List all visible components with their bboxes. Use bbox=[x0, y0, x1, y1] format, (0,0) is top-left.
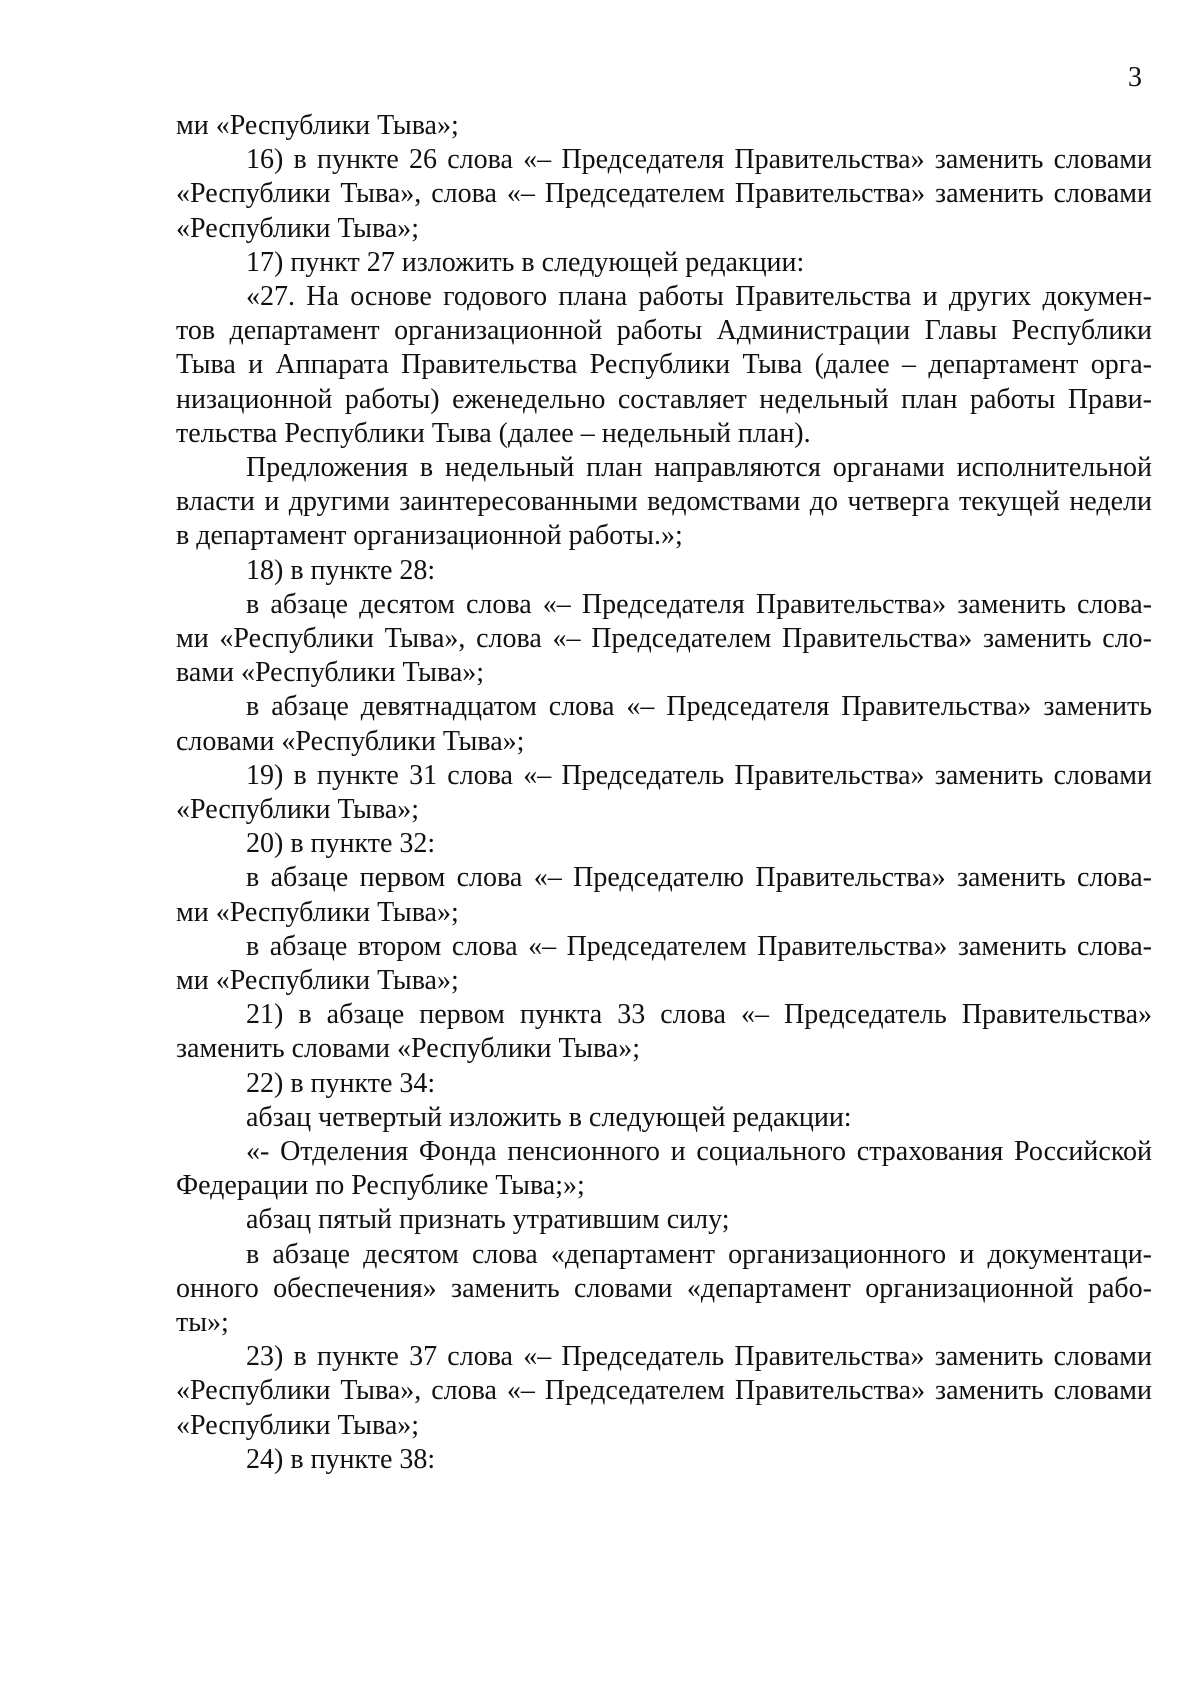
text-line: «Республики Тыва», слова «– Председателем Правительства» заменить словами bbox=[176, 178, 1152, 210]
text-line: в абзаце втором слова «– Председателем Правительства» заменить слова- bbox=[246, 930, 1152, 962]
text-line: Федерации по Республике Тыва;»; bbox=[176, 1170, 585, 1202]
text-line: 16) в пункте 26 слова «– Председателя Правительства» заменить словами bbox=[246, 144, 1152, 176]
text-line: вами «Республики Тыва»; bbox=[176, 657, 485, 689]
text-line: 17) пункт 27 изложить в следующей редакции: bbox=[246, 246, 805, 278]
text-line: в абзаце первом слова «– Председателю Правительства» заменить слова- bbox=[246, 862, 1152, 894]
text-line: в абзаце десятом слова «департамент организационного и документаци- bbox=[246, 1238, 1152, 1270]
text-line: онного обеспечения» заменить словами «департамент организационной рабо- bbox=[176, 1272, 1152, 1304]
text-line: «27. На основе годового плана работы Правительства и других докумен- bbox=[246, 281, 1152, 312]
text-line: тельства Республики Тыва (далее – недельный план). bbox=[176, 417, 811, 449]
text-line: «Республики Тыва»; bbox=[176, 212, 420, 244]
text-line: в абзаце девятнадцатом слова «– Председателя Правительства» заменить bbox=[246, 691, 1152, 723]
text-line: в абзаце десятом слова «– Председателя Правительства» заменить слова- bbox=[246, 588, 1152, 620]
text-line: абзац пятый признать утратившим силу; bbox=[246, 1204, 730, 1236]
text-line: «- Отделения Фонда пенсионного и социального страхования Российской bbox=[246, 1136, 1152, 1167]
text-line: 21) в абзаце первом пункта 33 слова «– Председатель Правительства» bbox=[246, 999, 1152, 1031]
text-line: власти и другими заинтересованными ведомствами до четверга текущей недели bbox=[176, 486, 1152, 518]
text-line: 20) в пункте 32: bbox=[246, 828, 436, 860]
text-line: 18) в пункте 28: bbox=[246, 554, 436, 586]
text-line: тов департамент организационной работы Администрации Главы Республики bbox=[176, 315, 1152, 347]
text-line: 23) в пункте 37 слова «– Председатель Правительства» заменить словами bbox=[246, 1341, 1152, 1373]
text-line: 19) в пункте 31 слова «– Председатель Правительства» заменить словами bbox=[246, 759, 1152, 791]
text-line: Предложения в недельный план направляются органами исполнительной bbox=[246, 452, 1152, 483]
text-line: «Республики Тыва»; bbox=[176, 1409, 420, 1441]
text-line: ми «Республики Тыва»; bbox=[176, 896, 459, 928]
text-line: ми «Республики Тыва»; bbox=[176, 965, 459, 996]
text-line: ми «Республики Тыва», слова «– Председателем Правительства» заменить сло- bbox=[176, 623, 1152, 654]
text-line: 24) в пункте 38: bbox=[246, 1443, 436, 1475]
text-line: «Республики Тыва»; bbox=[176, 794, 420, 825]
text-line: 22) в пункте 34: bbox=[246, 1067, 436, 1099]
text-line: словами «Республики Тыва»; bbox=[176, 725, 525, 757]
text-line: низационной работы) еженедельно составляет недельный план работы Прави- bbox=[176, 383, 1152, 415]
text-line: Тыва и Аппарата Правительства Республики Тыва (далее – департамент орга- bbox=[176, 349, 1152, 381]
text-line: абзац четвертый изложить в следующей редакции: bbox=[246, 1101, 852, 1133]
text-line: в департамент организационной работы.»; bbox=[176, 520, 683, 552]
page-number: 3 bbox=[1128, 62, 1142, 93]
text-line: ты»; bbox=[176, 1307, 229, 1338]
text-line: заменить словами «Республики Тыва»; bbox=[176, 1033, 641, 1065]
text-line: «Республики Тыва», слова «– Председателем Правительства» заменить словами bbox=[176, 1375, 1152, 1407]
text-line: ми «Республики Тыва»; bbox=[176, 110, 459, 141]
